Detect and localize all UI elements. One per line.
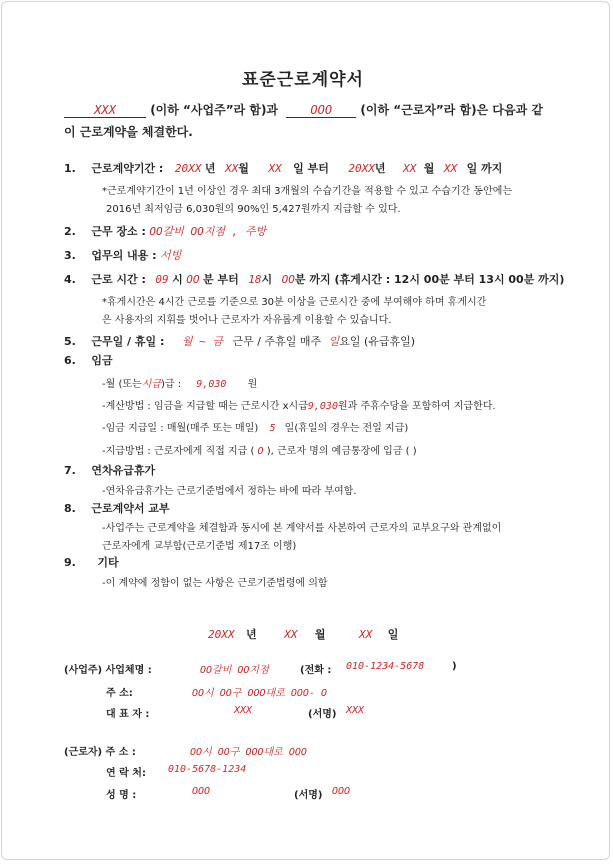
contract-page [1,1,610,860]
section-9-heading [64,554,119,570]
unit: 시 [172,273,183,286]
section-2-number: 2. [64,225,76,238]
employer-phone-label: (전화 : [300,665,332,676]
section-8-label: 근로계약서 교부 [91,502,170,515]
intro-line-2: 이 근로계약을 체결한다. [64,125,193,139]
end-year: 20XX [348,162,375,175]
unit: 시 [261,273,273,286]
hourly-wage: 9,030 [307,401,338,412]
document-title: 표준근로계약서 [242,70,364,90]
intro-line-1 [64,101,543,118]
worker-name: OOO [286,103,356,118]
end-minute: OO [281,273,295,286]
section-1-heading [64,160,502,176]
section-7-heading [64,462,155,478]
pay-method-tail: ), 근로자 명의 예금통장에 입금 ( ) [266,446,417,457]
unit: 일 부터 [293,162,329,175]
unit: 월 [423,162,435,175]
paid-holiday-text: 요일 (유급휴일) [339,335,416,348]
section-4-label: 근로 시간 : [91,273,146,286]
section-1-note-1: *근로계약기간이 1년 이상인 경우 최대 3개월의 수습기간을 적용할 수 있고 수습기간 동안에는 [102,186,513,197]
section-9-number: 9. [64,556,76,569]
section-6-number: 6. [64,354,76,367]
unit: 월 [314,628,326,641]
worker-contact-label: 연 락 처: [106,768,146,779]
calc-method-tail: 원과 주휴수당을 포함하여 지급한다. [337,401,496,412]
section-1-label: 근로계약기간 : [91,162,164,175]
employer-rep-label: 대 표 자 : [106,709,150,720]
section-1-note-2: 2016년 최저임금 6,030원의 90%인 5,427원까지 지급할 수 있다. [106,204,401,215]
wage-line [102,375,257,390]
employer-phone-value: 010-1234-5678 [346,661,425,672]
unit: 월 [238,162,249,175]
section-7-label: 연차유급휴가 [91,464,156,477]
pay-method-line [102,442,417,457]
section-3-label: 업무의 내용 : [91,249,157,262]
employer-addr-label: 주 소: [106,688,133,699]
section-4-heading [64,271,564,287]
start-hour: 09 [155,273,169,286]
section-5-number: 5. [64,335,76,348]
section-7-text: -연차유급휴가는 근로기준법에서 정하는 바에 따라 부여함. [102,486,357,497]
end-day: XX [443,162,458,175]
employer-phone-close: ) [452,661,457,672]
unit: 년 [374,162,386,175]
employer-name: XXX [64,103,146,118]
start-minute: OO [186,273,200,286]
section-9-label: 기타 [97,556,119,569]
section-8-heading [64,500,170,516]
employer-biz-label: (사업주) 사업체명 : [64,665,152,676]
wage-type-label: -월 (또는 [102,379,142,390]
calc-method-line [102,397,496,412]
direct-pay-mark: O [257,446,264,457]
start-year: 20XX [174,162,202,175]
section-4-note-1: *휴게시간은 4시간 근로를 기준으로 30분 이상을 근로시간 중에 부여해야 하며 휴게시간 [102,297,487,308]
wage-unit: 시급 [141,379,161,390]
section-8-text-2: 근로자에게 교부함(근로기준법 제17조 이행) [102,541,297,552]
job-content: 서빙 [160,249,182,262]
won-unit: 원 [247,379,258,390]
start-day: XX [268,162,282,175]
end-month: XX [402,162,417,175]
end-hour: 18 [248,273,262,286]
pay-day-line [102,419,408,434]
unit: 일 까지 [466,162,503,175]
start-month: XX [224,162,239,175]
worker-sign-label: (서명) [294,790,323,801]
section-6-heading [64,352,113,368]
pay-day: 5 [269,423,276,434]
pay-day-label: -임금 지급일 : 매월(매주 또는 매일) [102,423,259,434]
date-year: 20XX [208,628,235,641]
section-4-note-2: 은 사용자의 지휘를 벗어나 근로자가 자유롭게 이용할 수 있습니다. [102,315,392,326]
employer-label: (이하 “사업주”라 함)과 [150,103,279,117]
employer-sign-value: XXX [346,705,365,716]
work-place: OO갈비 OO지점 , 주방 [149,225,267,238]
work-days: 월 ~ 금 [181,335,224,348]
pay-day-tail: 일(휴일의 경우는 전일 지급) [284,423,409,434]
wage-amount: 9,030 [196,379,227,390]
calc-method-label: -계산방법 : 임금을 지급할 때는 근로시간 x시급 [102,401,308,412]
break-time: 분 까지 (휴게시간 : 12시 00분 부터 13시 00분 까지) [294,273,565,286]
worker-label: (이하 “근로자”라 함)은 다음과 같 [360,103,543,117]
section-9-text: -이 계약에 정함이 없는 사항은 근로기준법령에 의함 [102,578,328,589]
worker-sign-value: OOO [332,786,351,797]
section-3-number: 3. [64,249,76,262]
section-2-label: 근무 장소 : [91,225,146,238]
employer-addr-value: OO시 OO구 OOO대로 OOO- O [192,688,327,699]
holiday-day: 일 [328,335,340,348]
date-day: XX [359,628,373,641]
unit: 년 [204,162,216,175]
worker-name-label: 성 명 : [106,790,137,801]
unit: 년 [246,628,257,641]
unit: 일 [387,628,399,641]
section-6-label: 임금 [91,354,113,367]
section-4-number: 4. [64,273,76,286]
weekly-holiday-text: 근무 / 주휴일 매주 [232,335,322,348]
section-8-text-1: -사업주는 근로계약을 체결함과 동시에 본 계약서를 사본하여 근로자의 교부요구와 관계없이 [102,523,502,534]
section-3 [64,247,181,263]
worker-name-value: OOO [192,786,211,797]
unit: 분 부터 [203,273,239,286]
section-5-label: 근무일 / 휴일 : [91,335,165,348]
worker-addr-value: OO시 OO구 OOO대로 OOO [190,747,307,758]
employer-sign-label: (서명) [308,709,337,720]
pay-method-label: -지급방법 : 근로자에게 직접 지급 ( [102,446,255,457]
date-month: XX [284,628,298,641]
employer-biz-value: OO갈비 OO지점 [200,665,269,676]
worker-addr-label: (근로자) 주 소 : [64,747,136,758]
employer-rep-value: XXX [234,705,253,716]
wage-label: )급 : [161,379,182,390]
section-7-number: 7. [64,464,76,477]
section-1-number: 1. [64,162,76,175]
section-5 [64,333,415,349]
worker-contact-value: 010-5678-1234 [168,764,247,775]
section-8-number: 8. [64,502,76,515]
contract-date [208,626,398,642]
section-2 [64,223,266,239]
